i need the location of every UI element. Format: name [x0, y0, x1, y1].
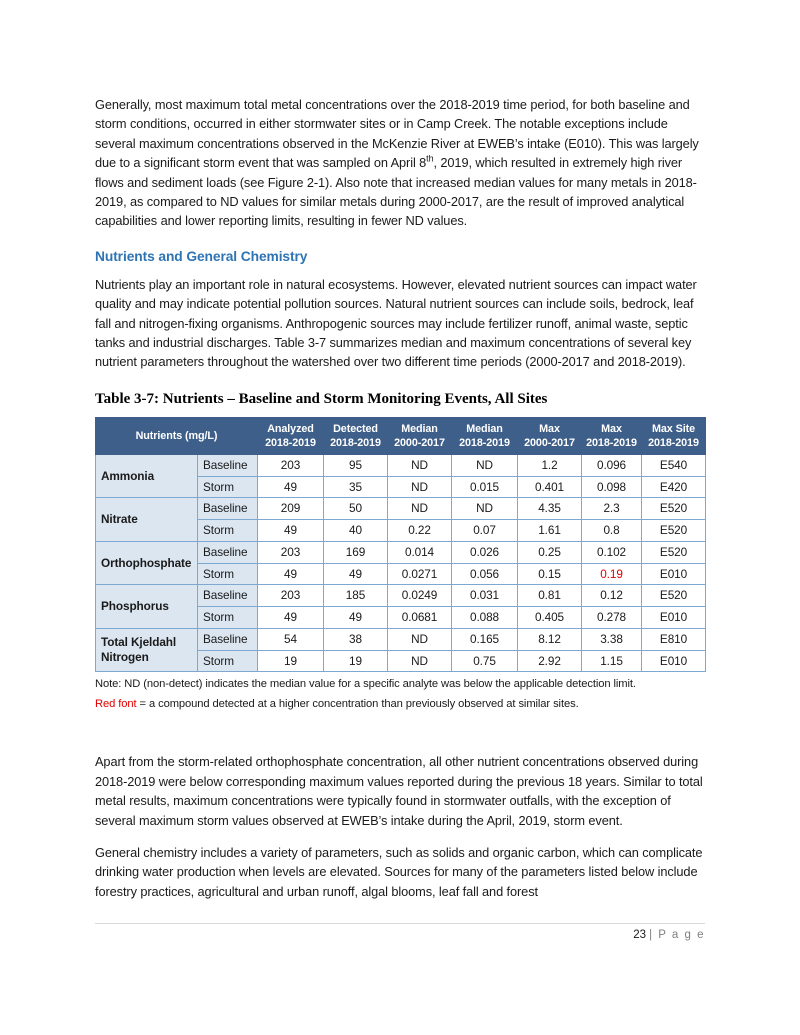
condition-cell: Baseline — [198, 585, 258, 607]
condition-cell: Storm — [198, 607, 258, 629]
value-cell: 19 — [324, 650, 388, 672]
value-cell: 203 — [258, 541, 324, 563]
value-cell: 0.401 — [518, 476, 582, 498]
value-cell: ND — [452, 454, 518, 476]
page-footer — [633, 929, 705, 941]
value-cell: ND — [388, 650, 452, 672]
value-cell: 0.19 — [582, 563, 642, 585]
column-header-line2: 2000-2017 — [394, 436, 445, 449]
value-cell: 0.405 — [518, 607, 582, 629]
value-cell: 203 — [258, 585, 324, 607]
value-cell: E520 — [642, 498, 706, 520]
parameter-cell: Total Kjeldahl Nitrogen — [96, 628, 198, 671]
value-cell: 49 — [324, 563, 388, 585]
table-note-red — [95, 697, 705, 712]
value-cell: 0.026 — [452, 541, 518, 563]
table-column-header — [642, 417, 706, 454]
value-cell: 0.25 — [518, 541, 582, 563]
condition-cell: Storm — [198, 650, 258, 672]
column-header-line1: Max — [539, 422, 560, 435]
parameter-cell: Nitrate — [96, 498, 198, 541]
parameter-cell: Orthophosphate — [96, 541, 198, 584]
value-cell: 54 — [258, 628, 324, 650]
value-cell: E010 — [642, 607, 706, 629]
table-header-row — [96, 417, 706, 454]
superscript-th: th — [426, 153, 434, 164]
table-column-header — [258, 417, 324, 454]
value-cell: 49 — [324, 607, 388, 629]
parameter-cell: Ammonia — [96, 454, 198, 497]
value-cell: ND — [388, 498, 452, 520]
value-cell: 35 — [324, 476, 388, 498]
column-header-line2: 2018-2019 — [330, 436, 381, 449]
paragraph-text: , 2019, which resulted in extremely high river flows and sediment loads (see Figure 2-1). Also note that increased median values for many metals in 2018-2019, as compared to ND values for similar metals during 2000-2017, are the result of improved analytical capabilities and lower reporting limits, resulting in fewer ND values. — [95, 155, 697, 229]
paragraph-metals — [95, 95, 705, 231]
value-cell: 95 — [324, 454, 388, 476]
table-row — [96, 585, 706, 607]
value-cell: 0.031 — [452, 585, 518, 607]
condition-cell: Baseline — [198, 628, 258, 650]
parameter-cell: Phosphorus — [96, 585, 198, 628]
table-column-header — [582, 417, 642, 454]
column-header-line2: 2018-2019 — [265, 436, 316, 449]
value-cell: 19 — [258, 650, 324, 672]
value-cell: 0.22 — [388, 520, 452, 542]
column-header-line2: 2018-2019 — [586, 436, 637, 449]
table-row — [96, 498, 706, 520]
column-header-line1: Max — [601, 422, 622, 435]
column-header-line1: Median — [401, 422, 438, 435]
table-row — [96, 541, 706, 563]
value-cell: 4.35 — [518, 498, 582, 520]
nutrients-table — [95, 417, 706, 672]
value-cell: 0.056 — [452, 563, 518, 585]
value-cell: 8.12 — [518, 628, 582, 650]
value-cell: 0.088 — [452, 607, 518, 629]
value-cell: 2.92 — [518, 650, 582, 672]
value-cell: 0.12 — [582, 585, 642, 607]
table-column-header — [452, 417, 518, 454]
column-header-line2: 2018-2019 — [459, 436, 510, 449]
value-cell: E010 — [642, 563, 706, 585]
value-cell: 209 — [258, 498, 324, 520]
table-column-header — [518, 417, 582, 454]
paragraph-general-chemistry: General chemistry includes a variety of parameters, such as solids and organic carbon, which can complicate drinking water production when levels are elevated. Sources for many of the parameters listed below include forestry practices, agricultural and urban runoff, algal blooms, leaf fall and forest — [95, 844, 703, 899]
footer-divider — [95, 923, 705, 924]
paragraph-nutrients-intro: Nutrients play an important role in natural ecosystems. However, elevated nutrient sources can impact water quality and may indicate potential pollution sources. Natural nutrient sources can include soils, bedrock, leaf fall and nitrogen-fixing organisms. Anthropogenic sources may include fertilizer runoff, animal waste, septic tanks and industrial discharges. Table 3-7 summarizes median and maximum concentrations of several key nutrient parameters throughout the watershed over two different time periods (2000-2017 and 2018-2019). — [95, 276, 697, 370]
value-cell: 2.3 — [582, 498, 642, 520]
value-cell: E520 — [642, 585, 706, 607]
condition-cell: Baseline — [198, 454, 258, 476]
section-heading-nutrients: Nutrients and General Chemistry — [95, 248, 308, 264]
condition-cell: Storm — [198, 476, 258, 498]
red-font-label: Red font — [95, 698, 137, 711]
value-cell: 49 — [258, 563, 324, 585]
column-header-line1: Median — [466, 422, 503, 435]
value-cell: 1.61 — [518, 520, 582, 542]
value-cell: 0.07 — [452, 520, 518, 542]
value-cell: 0.0681 — [388, 607, 452, 629]
value-cell: 0.015 — [452, 476, 518, 498]
footer-label: | P a g e — [649, 929, 705, 941]
value-cell: ND — [388, 476, 452, 498]
condition-cell: Storm — [198, 520, 258, 542]
value-cell: 0.0271 — [388, 563, 452, 585]
value-cell: 185 — [324, 585, 388, 607]
value-cell: 49 — [258, 607, 324, 629]
value-cell: 1.2 — [518, 454, 582, 476]
table-column-header — [324, 417, 388, 454]
value-cell: E520 — [642, 541, 706, 563]
value-cell: 38 — [324, 628, 388, 650]
table-title: Table 3-7: Nutrients – Baseline and Storm Monitoring Events, All Sites — [95, 390, 548, 407]
value-cell: 49 — [258, 520, 324, 542]
value-cell: 0.8 — [582, 520, 642, 542]
value-cell: 169 — [324, 541, 388, 563]
value-cell: 49 — [258, 476, 324, 498]
column-header-line2: 2000-2017 — [524, 436, 575, 449]
column-header-line1: Max Site — [651, 422, 695, 435]
value-cell: 0.278 — [582, 607, 642, 629]
value-cell: 0.165 — [452, 628, 518, 650]
value-cell: ND — [388, 628, 452, 650]
note-text: = a compound detected at a higher concentration than previously observed at similar sites. — [136, 698, 579, 711]
value-cell: 0.096 — [582, 454, 642, 476]
column-header-line1: Analyzed — [267, 422, 314, 435]
value-cell: 0.15 — [518, 563, 582, 585]
paragraph-text: Generally, most maximum total metal concentrations over the 2018-2019 time period, for both baseline and storm conditions, occurred in either stormwater sites or in Camp Creek. The notable exceptions include several maximum concentrations observed in the McKenzie River at EWEB’s intake (E010). This was largely due to a significant storm event that was sampled on April 8 — [95, 97, 699, 171]
value-cell: 0.0249 — [388, 585, 452, 607]
condition-cell: Baseline — [198, 541, 258, 563]
column-header-line1: Detected — [333, 422, 378, 435]
column-header-line2: 2018-2019 — [648, 436, 699, 449]
value-cell: 0.098 — [582, 476, 642, 498]
value-cell: ND — [388, 454, 452, 476]
value-cell: 203 — [258, 454, 324, 476]
value-cell: 0.81 — [518, 585, 582, 607]
value-cell: 40 — [324, 520, 388, 542]
value-cell: E010 — [642, 650, 706, 672]
table-row — [96, 454, 706, 476]
condition-cell: Baseline — [198, 498, 258, 520]
table-column-header — [388, 417, 452, 454]
value-cell: E810 — [642, 628, 706, 650]
value-cell: 0.102 — [582, 541, 642, 563]
value-cell: 50 — [324, 498, 388, 520]
value-cell: E540 — [642, 454, 706, 476]
value-cell: 0.75 — [452, 650, 518, 672]
value-cell: E520 — [642, 520, 706, 542]
value-cell: E420 — [642, 476, 706, 498]
value-cell: 1.15 — [582, 650, 642, 672]
condition-cell: Storm — [198, 563, 258, 585]
value-cell: 3.38 — [582, 628, 642, 650]
table-row — [96, 628, 706, 650]
paragraph-orthophosphate: Apart from the storm-related orthophosphate concentration, all other nutrient concentrations observed during 2018-2019 were below corresponding maximum values reported during the previous 18 years. Similar to total metal results, maximum concentrations were typically found in stormwater outfalls, with the exception of several maximum storm values observed at EWEB’s intake during the April, 2019, storm event. — [95, 754, 703, 828]
table-note-nd: Note: ND (non-detect) indicates the median value for a specific analyte was below the applicable detection limit. — [95, 678, 636, 691]
table-header-nutrients: Nutrients (mg/L) — [96, 417, 258, 454]
page-number: 23 — [633, 929, 647, 941]
value-cell: 0.014 — [388, 541, 452, 563]
value-cell: ND — [452, 498, 518, 520]
